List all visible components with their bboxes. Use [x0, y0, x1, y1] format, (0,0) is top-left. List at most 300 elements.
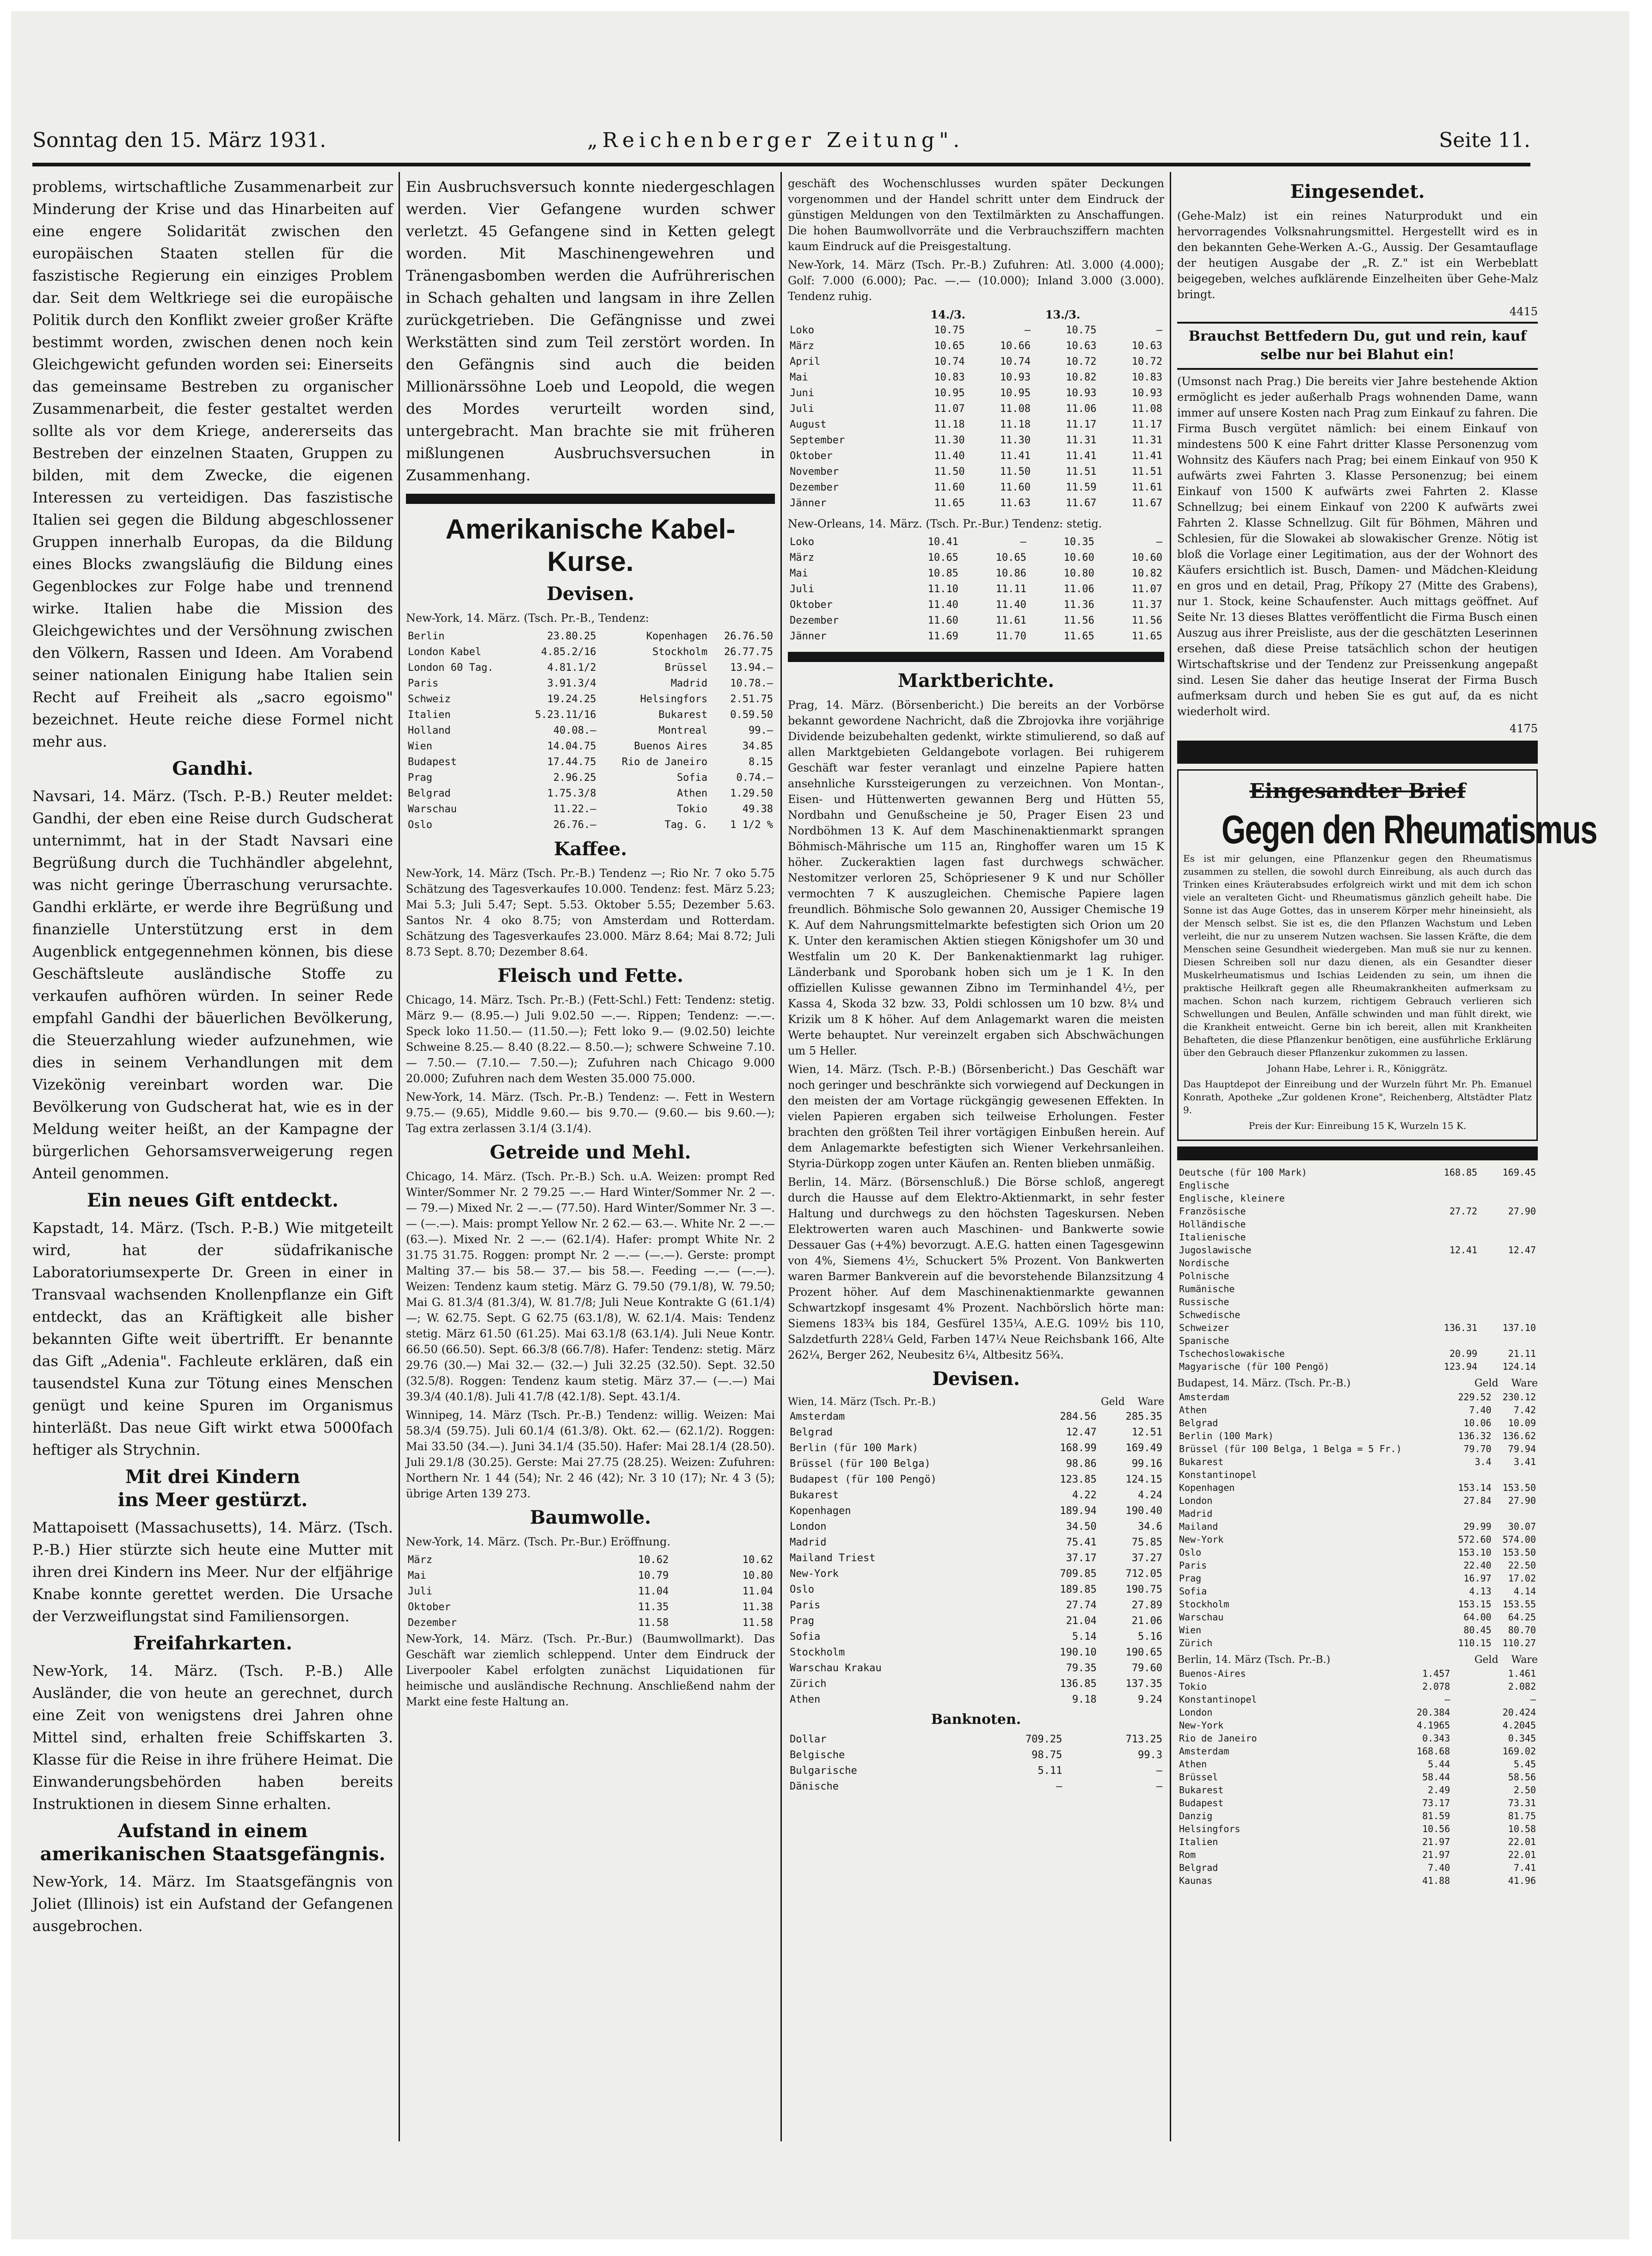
table-cell: 27.72 [1449, 1206, 1478, 1217]
table-cell: März [790, 552, 814, 564]
rule [1177, 322, 1538, 324]
table-cell: 64.25 [1508, 1612, 1536, 1623]
table-row [406, 676, 775, 692]
table-row [788, 1598, 1164, 1613]
table-cell: 10.82 [1131, 568, 1162, 579]
table-row [406, 786, 775, 802]
table-row [1177, 1231, 1538, 1244]
table-row [788, 550, 1164, 566]
table-cell: 10.65 [934, 340, 965, 352]
subsection-title: Kaffee. [553, 838, 627, 860]
table-cell: 5.44 [1428, 1759, 1450, 1770]
table-cell: 12.47 [1508, 1244, 1536, 1256]
table-row [788, 354, 1164, 370]
table-cell: Dänische [790, 1781, 839, 1792]
table-cell: 34.6 [1138, 1521, 1162, 1533]
table-cell: 10.56 [1422, 1823, 1450, 1834]
table-row [788, 1645, 1164, 1661]
table-cell: 99.— [749, 725, 773, 736]
table-cell: 7.40 [1428, 1862, 1450, 1873]
table-cell: 10.60 [1131, 552, 1162, 564]
table-row [406, 802, 775, 817]
table-row [788, 1425, 1164, 1441]
table-cell: 10.95 [1000, 387, 1031, 399]
table-cell: 11.04 [742, 1586, 773, 1597]
table-cell: 11.17 [1066, 419, 1097, 430]
table-cell: 58.56 [1508, 1772, 1536, 1783]
table-cell: Wien [408, 741, 432, 752]
table-cell: Belgrad [408, 788, 451, 799]
table-cell: 10.63 [1131, 340, 1162, 352]
subsection-title: Baumwolle. [529, 1507, 651, 1528]
article-title: Gandhi. [172, 758, 253, 779]
table-cell: 3.41 [1513, 1456, 1536, 1467]
table-row [1177, 1745, 1538, 1758]
section-title: Devisen. [932, 1368, 1020, 1390]
table-cell: 5.11 [1038, 1765, 1062, 1777]
table-cell: Schweizer [1179, 1322, 1229, 1333]
table-row [406, 660, 775, 676]
table-cell: 10.85 [927, 568, 958, 579]
caption-text: Budapest, 14. März. (Tsch. Pr.-B.) [1177, 1378, 1351, 1389]
table-row [406, 817, 775, 833]
table-cell: Polnische [1179, 1270, 1229, 1281]
subsection-title: Devisen. [547, 583, 634, 605]
article-text: geschäft des Wochenschlusses wurden später Deckungen vorgenommen und der Handel schritt unter dem Eindruck der günstigen Meldungen von den Textilmärkten zu Anschaffungen. Die hohen Baumwollvorräte und die Verbrauchsziffern machten kaum Eindruck auf die Preisgestaltung. [788, 177, 1164, 253]
table-row [1177, 1321, 1538, 1334]
table-cell [1449, 1507, 1493, 1520]
table-row [1177, 1218, 1538, 1231]
table-cell: Rio de Janeiro [621, 756, 708, 768]
table-cell: 11.58 [742, 1617, 773, 1629]
table-cell [1420, 1218, 1479, 1231]
table-cell: 10.66 [1000, 340, 1031, 352]
table-cell: 285.35 [1125, 1411, 1162, 1422]
table-row [788, 1441, 1164, 1456]
table-cell: 4.1965 [1417, 1720, 1450, 1731]
table-cell: 5.16 [1138, 1631, 1162, 1643]
table-cell: 4.85.2/16 [541, 646, 596, 658]
column-4 [1177, 176, 1597, 2145]
section-title: Eingesendet. [1290, 181, 1425, 202]
table-cell: Athen [1179, 1404, 1207, 1416]
table-row [1177, 1257, 1538, 1269]
table-cell: 22.01 [1508, 1836, 1536, 1847]
table-cell: 10.41 [927, 536, 958, 548]
table-cell: 30.07 [1508, 1521, 1536, 1532]
table-cell: Italienische [1179, 1232, 1246, 1243]
table-cell: 11.18 [1000, 419, 1031, 430]
table-cell: 124.14 [1502, 1361, 1536, 1372]
table-cell: 574.00 [1502, 1534, 1536, 1545]
notice-text: (Umsonst nach Prag.) Die bereits vier Jahre bestehende Aktion ermöglicht es jeder außerhalb Prags wohnenden Dame, wann immer auf unsere Kosten nach Prag zum Einkauf zu fahren. Die Firma Busch vergütet nämlich: bei einem Einkauf von mindestens 500 K eine Fahrt dritter Klasse Personenzug vom Wohnsitz des Käufers nach Prag; bei einem Einkauf von 950 K aufwärts zwei Fahrten 3. Klasse Personenzug; bei einem Einkauf von 1500 K aufwärts zwei Fahrten 2. Klasse Schnellzug; bei einem Einkauf von 2200 K aufwärts zwei Fahrten 2. Klasse Schnellzug. Gilt für Böhmen, Mähren und Schlesien, für die Slowakei ab slowakischer Grenze. Nötig ist bloß die Vorlage einer Legitimation, aus der der Wohnort des Käufers ersichtlich ist. Busch, Damen- und Mädchen-Kleidung en gros und en detail, Prag, Příkopy 27 (Mitte des Grabens), nur 1. Stock, keine Schaufenster. Auch mittags geöffnet. Auf Seite Nr. 13 dieses Blattes veröffentlicht die Firma Busch einen Auszug aus ihrer Preisliste, aus der die geschätzten Leserinnen ersehen, daß diese Preise tatsächlich schon der heutigen Wirtschaftskrise und der Tendenz zur Preissenkung angepaßt sind. Lesen Sie daher das heutige Inserat der Firma Busch aufmerksam durch und heben Sie es gut auf, da es nicht wiederholt wird. [1177, 375, 1538, 718]
table-row [788, 1582, 1164, 1598]
table-cell: 11.04 [638, 1586, 669, 1597]
table-row [1177, 1771, 1538, 1784]
table-row [1177, 1559, 1538, 1572]
table-cell: Bulgarische [790, 1765, 857, 1777]
table-cell: — [1444, 1694, 1450, 1705]
table-cell: 10.83 [934, 372, 965, 383]
table-cell: — [1056, 1781, 1062, 1792]
table-row [1177, 1796, 1538, 1809]
table-cell: 10.65 [995, 552, 1026, 564]
ad-slogan: Brauchst Bettfedern Du, gut und rein, kauf selbe nur bei Blahut ein! [1188, 328, 1527, 363]
table-cell: 10.80 [742, 1570, 773, 1582]
table-row [1177, 1494, 1538, 1507]
column-2 [406, 176, 775, 2145]
table-cell: 4.2045 [1502, 1720, 1536, 1731]
table-row [406, 739, 775, 754]
table-row [1177, 1585, 1538, 1598]
market-text: New-York, 14. März (Tsch. Pr.-B.) Tendenz —; Rio Nr. 7 oko 5.75 Schätzung des Tagesverkaufes 10.000. Tendenz: fest. März 5.23; Mai 5.3; Juli 5.47; Sept. 5.53. Oktober 5.55; Dezember 5.63. Santos Nr. 4 oko 8.75; von Amsterdam und Rotterdam. Schätzung des Tagesverkaufes 23.000. März 8.64; Mai 8.72; Juli 8.73 Sept. 8.70; Dezember 8.64. [406, 867, 775, 958]
table-cell: 229.52 [1458, 1392, 1492, 1403]
table-cell: 41.96 [1508, 1875, 1536, 1886]
table-cell: 20.99 [1449, 1348, 1478, 1359]
table-row [1177, 1347, 1538, 1360]
table-cell: Prag [408, 772, 432, 784]
ad-text: Das Hauptdepot der Einreibung und der Wurzeln führt Mr. Ph. Emanuel Konrath, Apotheke „Zur goldenen Krone", Reichenberg, Altstädter Platz 9. [1183, 1079, 1532, 1116]
table-cell: Zürich [790, 1678, 827, 1690]
table-cell: Sofia [1179, 1586, 1207, 1597]
table-row [1177, 1507, 1538, 1520]
table-cell: 20.424 [1502, 1707, 1536, 1718]
table-row [1177, 1442, 1538, 1455]
table-cell: 11.50 [1000, 466, 1031, 478]
table-cell: 2.96.25 [553, 772, 596, 784]
table-cell: 12.47 [1066, 1427, 1097, 1438]
table-cell: Warschau Krakau [790, 1662, 882, 1674]
table-cell: 11.61 [1131, 482, 1162, 493]
table-cell: London 60 Tag. [408, 662, 494, 674]
table-cell: Danzig [1179, 1810, 1213, 1821]
table-cell [1420, 1179, 1479, 1192]
table-cell: Tag. G. [664, 819, 708, 831]
table-cell: Belgrad [1179, 1417, 1218, 1428]
table-cell: London Kabel [408, 646, 481, 658]
table-cell: Prag [1179, 1573, 1202, 1584]
table-cell: 10.65 [927, 552, 958, 564]
table-cell: Mai [790, 568, 808, 579]
table-cell: Loko [790, 325, 814, 336]
subsection-title: Fleisch und Fette. [497, 965, 684, 987]
table-cell: — [1020, 536, 1026, 548]
table-row [788, 433, 1164, 448]
table-cell: 10.86 [995, 568, 1026, 579]
table-row [788, 597, 1164, 613]
table-cell: Helsingfors [640, 693, 708, 705]
table-cell: 26.76.50 [724, 631, 773, 642]
table-cell: 712.05 [1125, 1568, 1162, 1580]
table-row [788, 448, 1164, 464]
page-header [32, 129, 1530, 156]
table-cell: 21.11 [1508, 1348, 1536, 1359]
table-row [788, 1779, 1164, 1795]
table-cell [1420, 1269, 1479, 1282]
article-title: Freifahrkarten. [133, 1632, 293, 1654]
table-row [788, 1488, 1164, 1503]
section-title: Marktberichte. [897, 670, 1055, 692]
table-cell: 284.56 [1060, 1411, 1097, 1422]
table-cell: 10.63 [1066, 340, 1097, 352]
table-cell: 11.08 [1131, 403, 1162, 415]
ad-signature: Johann Habe, Lehrer i. R., Königgrätz. [1267, 1063, 1448, 1074]
article-text: New-York, 14. März. (Tsch. P.-B.) Alle Ausländer, die von heute an gerechnet, durch eine Zeit von wenigstens drei Jahren ohne Mittel sind, erhalten freie Schiffskarten 3. Klasse für die Reise in ihre frühere Heimat. Die Einwanderungsbehörden haben bereits Instruktionen in diesem Sinne erhalten. [32, 1662, 393, 1813]
table-row [1177, 1455, 1538, 1468]
table-row [1177, 1404, 1538, 1416]
table-cell: Stockholm [652, 646, 708, 658]
table-cell: Tokio [676, 803, 708, 815]
market-text: New-York, 14. März. (Tsch. Pr.-B.) Tendenz: —. Fett in Western 9.75.— (9.65), Middle 9.60.— bis 9.70.— (9.60.— bis 9.60.—); Tag extra zerlassen 3.1/4 (3.1/4). [406, 1091, 775, 1135]
devisen-table [1177, 1667, 1538, 1887]
table-cell: 21.97 [1422, 1849, 1450, 1860]
banknoten-table [788, 1732, 1164, 1795]
table-cell: Rio de Janeiro [1179, 1733, 1257, 1744]
table-cell: 98.75 [1032, 1749, 1062, 1761]
table-cell: 10.83 [1131, 372, 1162, 383]
devisen-table [1177, 1391, 1538, 1649]
table-cell: 11.06 [1063, 583, 1094, 595]
table-cell: 2.078 [1422, 1681, 1450, 1692]
table-cell: 11.40 [934, 450, 965, 462]
table-cell: 5.14 [1072, 1631, 1097, 1643]
table-cell: Holländische [1179, 1219, 1246, 1230]
table-cell: 169.45 [1502, 1167, 1536, 1178]
table-cell: 190.40 [1125, 1505, 1162, 1517]
table-cell: 11.17 [1131, 419, 1162, 430]
table-cell: 99.3 [1138, 1749, 1162, 1761]
table-cell: 12.51 [1131, 1427, 1162, 1438]
table-cell: 11.65 [934, 497, 965, 509]
table-cell: 11.11 [995, 583, 1026, 595]
table-row [1177, 1308, 1538, 1321]
table-cell: Paris [1179, 1560, 1207, 1571]
table-cell: 124.15 [1125, 1474, 1162, 1485]
table-cell: Dollar [790, 1734, 827, 1745]
table-row [788, 582, 1164, 597]
table-row [406, 754, 775, 770]
table-cell: 10.79 [638, 1570, 669, 1582]
table-row [788, 629, 1164, 644]
market-report: Wien, 14. März. (Tsch. P.-B.) (Börsenbericht.) Das Geschäft war noch geringer und beschränkte sich vorwiegend auf Deckungen in den meisten der am Vortage rückgängig gewesenen Effekten. In vielen Papieren ergaben sich teilweise Erholungen. Fester brachten den größten Teil ihrer vortägigen Einbußen herein. Auf dem Anlagemarkte befestigten sich Wiener Verkehrsanleihen. Styria-Dürkopp zogen unter Käufen an. Renten blieben unmäßig. [788, 1063, 1164, 1170]
market-report: Prag, 14. März. (Börsenbericht.) Die bereits an der Vorbörse bekannt gewordene Nachricht, daß die Zbrojovka ihre vorjährige Dividende beizubehalten gedenkt, wirkte stimulierend, so daß auf allen Marktgebieten Geldangebote vorlagen. Bei ruhigerem Geschäft war fester veranlagt und einzelne Papiere hatten ansehnliche Kurssteigerungen zu verzeichnen. Von Montan-, Eisen- und Hüttenwerten gewannen Berg und Hütten 55, Nordbahn und Genußscheine je 50, Prager Eisen 23 und Nordböhmen 13 K. Auf dem Maschinenaktienmarkt sprangen Böhmisch-Mährische um 115 an, Ringhoffer waren um 15 K höher. Zuckeraktien lagen fast durchwegs schwächer. Nestomitzer verloren 25, Schöpriesener 9 K und nur Schöller vermochten 7 K auszugleichen. Chemische Papiere lagen freundlich. Böhmische Solo gewannen 20, Aussiger Chemische 19 K. Auf dem Nahrungsmittelmarkte befestigten sich Orion um 20 K. Unter den keramischen Aktien stiegen Königshofer um 30 und Westfalin um 20 K. Der Bankenaktienmarkt lag ruhiger. Länderbank und Sporobank hoben sich um je 1 K. In den offiziellen Kulisse gewannen Zibno im Terminhandel 4½, per Kassa 4, Skoda 32 bzw. 33, Poldi schlossen um 10 bzw. 8¼ und Krizik um 8 K höher. Auf dem Anlagemarkt waren die meisten Werte behauptet. Nur vereinzelt ergaben sich Abschwächungen um 5 Heller. [788, 699, 1164, 1057]
rule [1177, 368, 1538, 370]
section-divider [1177, 741, 1538, 764]
table-cell: 17.44.75 [547, 756, 596, 768]
date-header [788, 307, 1164, 323]
table-cell: 34.50 [1066, 1521, 1097, 1533]
table-row [1177, 1758, 1538, 1771]
header-date: Sonntag den 15. März 1931. [32, 129, 326, 152]
table-caption [1177, 1653, 1538, 1667]
table-cell: 40.08.— [553, 725, 596, 736]
table-cell: 79.70 [1463, 1443, 1492, 1454]
table-row [788, 1661, 1164, 1676]
table-cell: — [1530, 1694, 1536, 1705]
table-cell: 11.18 [934, 419, 965, 430]
table-row [1177, 1520, 1538, 1533]
table-cell: 11.06 [1066, 403, 1097, 415]
table-row [1177, 1481, 1538, 1494]
table-row [788, 1551, 1164, 1566]
table-cell: 10.82 [1066, 372, 1097, 383]
table-cell: Budapest [408, 756, 457, 768]
table-cell: — [1024, 325, 1031, 336]
table-cell: 137.35 [1125, 1678, 1162, 1690]
table-cell: 10.74 [934, 356, 965, 368]
table-cell: 11.61 [995, 615, 1026, 626]
table-row [1177, 1667, 1538, 1680]
table-row [1177, 1546, 1538, 1559]
table-cell: 11.60 [934, 482, 965, 493]
section-divider [1177, 1146, 1538, 1160]
table-cell: März [408, 1554, 432, 1566]
table-cell: Oslo [1179, 1547, 1202, 1558]
table-cell: 41.88 [1422, 1875, 1450, 1886]
table-cell: London [1179, 1495, 1213, 1506]
table-cell: 14.04.75 [547, 741, 596, 752]
table-cell: 81.75 [1508, 1810, 1536, 1821]
table-cell: 11.70 [995, 631, 1026, 642]
table-row [788, 1763, 1164, 1779]
table-cell: 11.30 [1000, 435, 1031, 446]
table-caption: New-York, 14. März (Tsch. Pr.-B.) Zufuhren: Atl. 3.000 (4.000); Golf: 7.000 (6.000); Pac. —.— (10.000); Inland 3.000 (3.000). Tendenz ruhig. [788, 258, 1164, 303]
table-cell: Belgrad [790, 1427, 833, 1438]
table-cell: Rom [1179, 1849, 1196, 1860]
table-cell: Stockholm [1179, 1599, 1229, 1610]
article-intro: problems, wirtschaftliche Zusammenarbeit zur Minderung der Krise und das Hinarbeiten auf eine engere Solidarität zwischen den europäischen Staaten stellen für die faszistische Regierung ein einziges Problem dar. Seit dem Weltkriege sei die europäische Politik durch den Konflikt zweier großer Kräfte bestimmt worden, zwischen denen noch kein Gleichgewicht gefunden worden sei: Einerseits das gemeinsame Bestreben zu organischer Zusammenarbeit, die fester gestaltet werden sollte als vor dem Kriege, andererseits das Bestreben der einzelnen Staaten, Gruppen zu bilden, mit dem Zwecke, die eigenen Interessen zu verteidigen. Das faszistische Italien sei gegen die Bildung abgeschlossener Gruppen innerhalb Europas, da die Bildung eines Blocks zwangsläufig die Bildung eines Gegenblockes zur Folge habe und trennend wirke. Italien habe die Mission des Gleichgewichtes und der Versöhnung zwischen den Völkern, Rassen und Ideen. Am Vorabend seiner nationalen Einigung habe Italien sein Recht auf Freiheit als „sacro egoismo" bezeichnet. Heute reiche diese Formel nicht mehr aus. [32, 178, 393, 750]
table-caption [1177, 1377, 1538, 1391]
table-cell: 2.49 [1428, 1784, 1450, 1796]
table-cell: 11.69 [927, 631, 958, 642]
table-cell: Magyarische (für 100 Pengö) [1179, 1361, 1330, 1372]
table-row [1177, 1693, 1538, 1706]
table-cell: 713.25 [1125, 1734, 1162, 1745]
table-cell [1420, 1231, 1479, 1244]
table-cell: 10.60 [1063, 552, 1094, 564]
table-cell: 1 1/2 % [730, 819, 773, 831]
table-cell: 153.55 [1502, 1599, 1536, 1610]
table-cell: Nordische [1179, 1257, 1229, 1269]
table-cell: 99.16 [1131, 1458, 1162, 1470]
table-cell: 10.93 [1000, 372, 1031, 383]
table-cell: 27.84 [1463, 1495, 1492, 1506]
table-row [406, 1552, 775, 1568]
table-row [1177, 1295, 1538, 1308]
table-cell: 2.51.75 [730, 693, 773, 705]
table-row [788, 1613, 1164, 1629]
table-cell: 10.62 [638, 1554, 669, 1566]
table-cell [1420, 1282, 1479, 1295]
table-row [788, 323, 1164, 338]
col-header: Geld Ware [1100, 1396, 1164, 1408]
table-cell [1479, 1231, 1538, 1244]
table-cell: Kaunas [1179, 1875, 1213, 1886]
table-cell: 5.45 [1513, 1759, 1536, 1770]
column-3 [788, 176, 1164, 2145]
table-row [406, 1568, 775, 1584]
table-cell: 27.90 [1508, 1206, 1536, 1217]
table-cell: 11.60 [927, 615, 958, 626]
table-cell: 73.31 [1508, 1797, 1536, 1808]
table-cell: 3.91.3/4 [547, 678, 596, 689]
table-row [406, 1615, 775, 1631]
col-header: Geld Ware [1474, 1378, 1538, 1389]
table-row [1177, 1680, 1538, 1693]
table-row [1177, 1637, 1538, 1649]
col-header: Geld Ware [1474, 1654, 1538, 1666]
table-cell: 110.27 [1502, 1637, 1536, 1649]
table-cell: 10.35 [1063, 536, 1094, 548]
table-cell: 9.18 [1072, 1694, 1097, 1705]
table-cell: 10.78.— [730, 678, 773, 689]
table-cell: 58.44 [1422, 1772, 1450, 1783]
table-cell: 11.51 [1131, 466, 1162, 478]
table-cell: Juli [408, 1586, 432, 1597]
table-cell: 11.67 [1066, 497, 1097, 509]
table-cell: 136.31 [1443, 1322, 1478, 1333]
table-cell: 12.41 [1449, 1244, 1478, 1256]
table-cell: 11.08 [1000, 403, 1031, 415]
table-cell: Mai [408, 1570, 426, 1582]
article-text: Kapstadt, 14. März. (Tsch. P.-B.) Wie mitgeteilt wird, hat der südafrikanische Laboratoriumsexperte Dr. Green in einer in Transvaal wachsenden Knollenpflanze ein Gift entdeckt, das an Kräftigkeit alle bisher bekannten Gifte weit übertrifft. Er benannte das Gift „Adenia". Fachleute erklären, daß ein tausendstel Kuna zur Tötung eines Menschen genügt und keine Spuren im Organismus hinterläßt. Das neue Gift wirkt etwa 5000fach heftiger als Strychnin. [32, 1219, 393, 1459]
table-cell: Kopenhagen [646, 631, 708, 642]
table-cell: 168.99 [1060, 1442, 1097, 1454]
header-page-number: Seite 11. [1439, 129, 1530, 152]
table-cell: 11.50 [934, 466, 965, 478]
section-title: Amerikanische Kabel-Kurse. [445, 514, 736, 577]
table-cell: Mailand [1179, 1521, 1218, 1532]
table-row [1177, 1572, 1538, 1585]
table-cell: 8.15 [749, 756, 773, 768]
market-report: Berlin, 14. März. (Börsenschluß.) Die Börse schloß, angeregt durch die Hausse auf dem Elektro-Aktienmarkt, in sehr fester Haltung und durchwegs zu den höchsten Tageskursen. Neben Elektrowerten waren auch Maschinen- und Bankwerte sowie Dessauer Gas (+4%) bevorzugt. A.E.G. hatten einen Tagesgewinn von 4%, Siemens 4½, Schuckert 5% Prozent. Von Bankwerten waren Barmer Bankverein auf die bevorstehende Bilanzsitzung 4 Prozent höher. Auf dem Maschinenaktienmarkte gewannen Schwartzkopf insgesamt 4% Prozent. Nachbörslich hörte man: Siemens 183¾ bis 184, Gesfürel 135¼, A.E.G. 109½ bis 110, Salzdetfurth 228¼ Geld, Farben 147¼ Neue Reichsbank 166, Alte 262¼, Berger 262, Neubesitz 6¼, Altbesitz 56¾. [788, 1176, 1164, 1361]
table-row [406, 723, 775, 739]
table-cell: 4.13 [1469, 1586, 1492, 1597]
table-cell: 153.14 [1458, 1482, 1492, 1493]
article-text: Mattapoisett (Massachusetts), 14. März. (Tsch. P.-B.) Hier stürzte sich heute eine Mutter mit ihren drei Kindern ins Meer. Nur der elfjährige Knabe konnte gerettet werden. Die Ursache der Verzweiflungstat sind Familiensorgen. [32, 1519, 393, 1625]
table-cell: 190.75 [1125, 1584, 1162, 1595]
devisen-table [788, 1409, 1164, 1708]
table-cell: Amsterdam [1179, 1392, 1229, 1403]
table-cell: 79.60 [1131, 1662, 1162, 1674]
table-cell: 2.082 [1508, 1681, 1536, 1692]
table-cell: Warschau [408, 803, 457, 815]
table-cell: 37.27 [1131, 1552, 1162, 1564]
table-cell: 10.93 [1066, 387, 1097, 399]
table-row [788, 1732, 1164, 1747]
table-cell: 1.461 [1508, 1668, 1536, 1679]
table-cell [1420, 1334, 1479, 1347]
table-cell: Englische, kleinere [1179, 1193, 1285, 1204]
table-cell: Sofia [790, 1631, 821, 1643]
table-cell: Paris [790, 1600, 821, 1611]
table-cell: 10.74 [1000, 356, 1031, 368]
table-cell [1493, 1507, 1538, 1520]
table-cell: Jugoslawische [1179, 1244, 1252, 1256]
table-cell: 11.35 [638, 1601, 669, 1613]
table-row [788, 386, 1164, 401]
table-cell: 137.10 [1502, 1322, 1536, 1333]
table-cell: 75.41 [1066, 1537, 1097, 1548]
column-1 [32, 176, 393, 2145]
table-cell: 0.343 [1422, 1733, 1450, 1744]
table-cell: 9.24 [1138, 1694, 1162, 1705]
table-row [406, 1584, 775, 1600]
table-cell: 11.58 [638, 1617, 669, 1629]
table-cell: 153.10 [1458, 1547, 1492, 1558]
table-row [1177, 1391, 1538, 1404]
table-cell: Helsingfors [1179, 1823, 1241, 1834]
